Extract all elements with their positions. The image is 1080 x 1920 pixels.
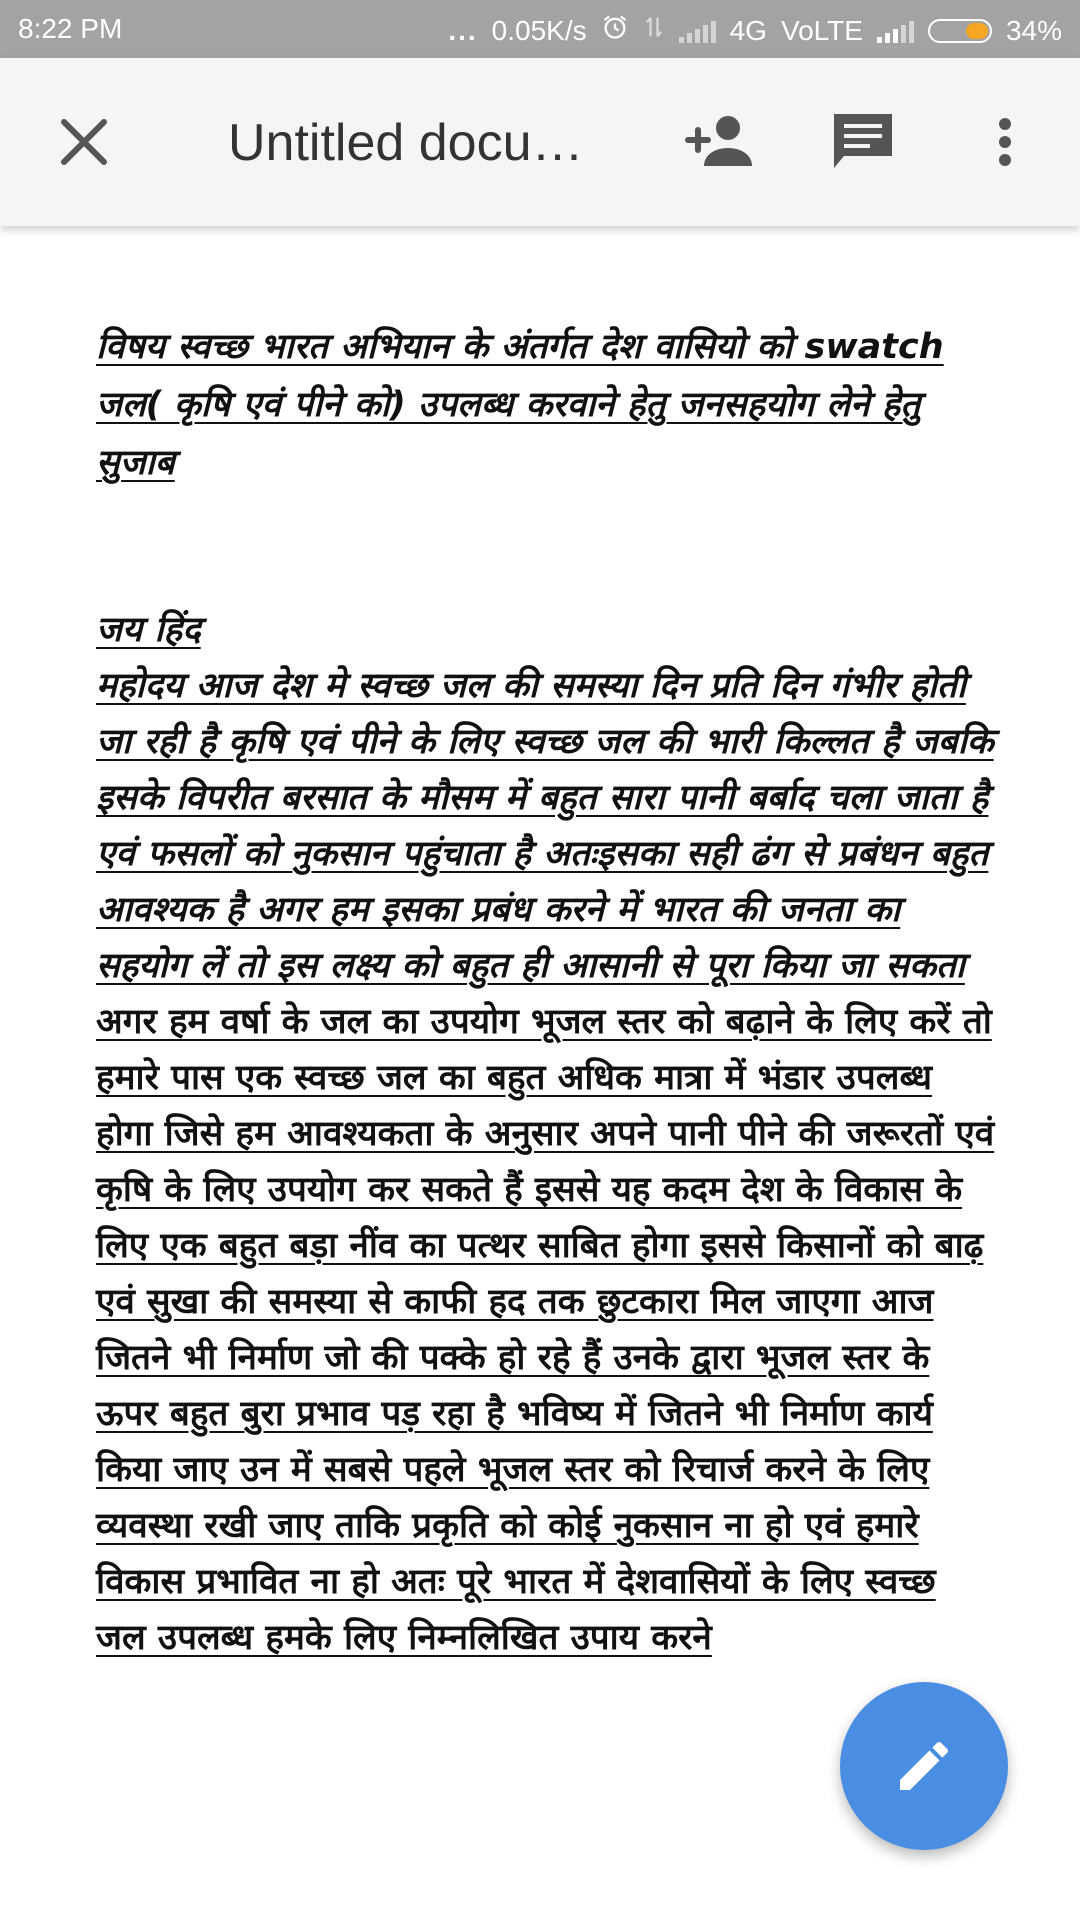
signal-icon-sim1: [679, 19, 716, 43]
document-title[interactable]: Untitled docu…: [228, 114, 584, 172]
document-body[interactable]: [96, 318, 996, 1666]
add-person-icon: [684, 110, 756, 174]
comment-icon: [830, 110, 896, 174]
close-button[interactable]: [52, 110, 116, 174]
battery-icon: [928, 19, 992, 43]
document-subject: विषय स्वच्छ भारत अभियान के अंतर्गत देश वासियो को swatch जल( कृषि एवं पीने को) उपलब्ध करवाने हेतु जनसहयोग लेने हेतु सुजाब: [96, 327, 944, 483]
signal-icon-sim2: [877, 19, 914, 43]
document-paragraph-1: महोदय आज देश मे स्वच्छ जल की समस्या दिन प्रति दिन गंभीर होती जा रही है कृषि एवं पीने के लिए स्वच्छ जल की भारी किल्लत है जबकि इसके विपरीत बरसात के मौसम में बहुत सारा पानी बर्बाद चला जाता है एवं फसलों को नुकसान पहुंचाता है अतःइसका सही ढंग से प्रबंधन बहुत आवश्यक है अगर हम इसका प्रबंध करने में भारत की जनता का सहयोग लें तो इस लक्ष्य को बहुत ही आसानी से पूरा किया जा सकता: [96, 666, 994, 986]
status-indicators: [448, 13, 1062, 48]
network-type: 4G: [729, 14, 767, 46]
close-icon: [52, 110, 116, 174]
more-options-button[interactable]: [990, 110, 1020, 174]
network-speed: 0.05K/s: [491, 14, 587, 46]
data-transfer-icon: [643, 13, 665, 48]
more-vert-icon: [990, 110, 1020, 174]
volte-label: VoLTE: [780, 14, 863, 46]
edit-pencil-icon: [892, 1734, 956, 1798]
share-button[interactable]: [684, 110, 756, 174]
app-toolbar: [0, 58, 1080, 226]
notification-dots: ...: [448, 14, 478, 46]
status-bar: [0, 0, 1080, 58]
alarm-icon: [601, 13, 629, 48]
document-greeting: जय हिंद: [96, 610, 201, 650]
edit-fab-button[interactable]: [840, 1682, 1008, 1850]
battery-percent: 34%: [1005, 14, 1062, 46]
document-paragraph-2: अगर हम वर्षा के जल का उपयोग भूजल स्तर को बढ़ाने के लिए करें तो हमारे पास एक स्वच्छ जल का बहुत अधिक मात्रा में भंडार उपलब्ध होगा जिसे हम आवश्यकता के अनुसार अपने पानी पीने की जरूरतों एवं कृषि के लिए उपयोग कर सकते हैं इससे यह कदम देश के विकास के लिए एक बहुत बड़ा नींव का पत्थर साबित होगा इससे किसानों को बाढ़ एवं सुखा की समस्या से काफी हद तक छुटकारा मिल जाएगा आज जितने भी निर्माण जो की पक्के हो रहे हैं उनके द्वारा भूजल स्तर के ऊपर बहुत बुरा प्रभाव पड़ रहा है भविष्य में जितने भी निर्माण कार्य किया जाए उन में सबसे पहले भूजल स्तर को रिचार्ज करने के लिए व्यवस्था रखी जाए ताकि प्रकृति को कोई नुकसान ना हो एवं हमारे विकास प्रभावित ना हो अतः पूरे भारत में देशवासियों के लिए स्वच्छ जल उपलब्ध हमके लिए निम्नलिखित उपाय करने: [96, 1002, 995, 1658]
status-time: 8:22 PM: [18, 13, 123, 44]
comments-button[interactable]: [830, 110, 896, 174]
